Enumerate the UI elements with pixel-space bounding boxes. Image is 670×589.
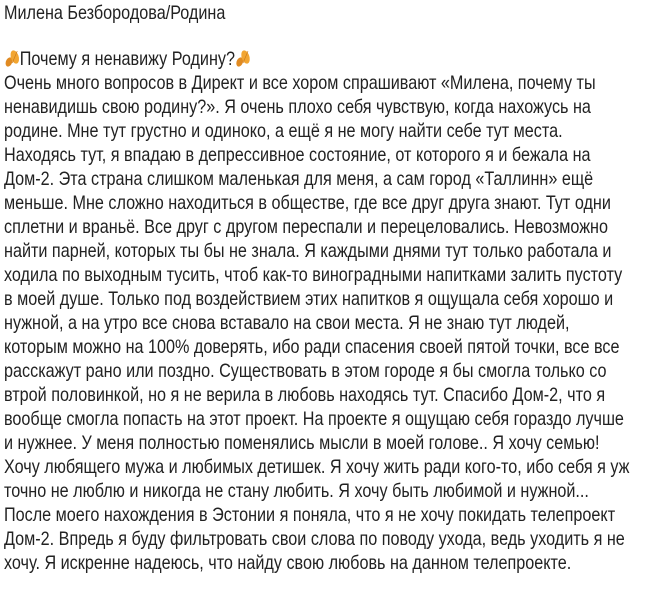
body-line: хочу. Я искренне надеюсь, что найду свою любовь на данном телепроекте.	[4, 552, 572, 574]
body-line: ходила по выходным тусить, чтоб как-то виноградными напитками залить пустоту	[4, 264, 623, 286]
body-line: вообще смогла попасть на этот проект. На проекте я ощущаю себя гораздо лучше	[4, 408, 624, 430]
body-line: которым можно на 100% доверять, ибо ради спасения своей пятой точки, все все	[4, 336, 620, 358]
post-heading	[4, 47, 251, 71]
body-line: сплетни и враньё. Все друг с другом переспали и перецеловались. Невозможно	[4, 216, 608, 238]
body-line: втрой половинкой, но я не верила в любовь находясь тут. Спасибо Дом-2, что я	[4, 384, 606, 406]
body-line: расскажут рано или поздно. Существовать в этом городе я бы смогла только со	[4, 360, 607, 382]
body-line: и нужнее. У меня полностью поменялись мысли в моей голове.. Я хочу семью!	[4, 432, 600, 454]
body-line: точно не люблю и никогда не стану любить. Я хочу быть любимой и нужной...	[4, 480, 589, 502]
body-line: Очень много вопросов в Директ и все хором спрашивают «Милена, почему ты	[4, 72, 596, 94]
body-line: Дом-2. Эта страна слишком маленькая для меня, а сам город «Таллинн» ещё	[4, 168, 594, 190]
body-line: После моего нахождения в Эстонии я поняла, что я не хочу покидать телепроект	[4, 504, 616, 526]
fallen-leaf-icon	[4, 48, 18, 68]
body-line: родине. Мне тут грустно и одиноко, а ещё я не могу найти себе тут места.	[4, 120, 563, 142]
body-line: Хочу любящего мужа и любимых детишек. Я хочу жить ради кого-то, ибо себя я уж	[4, 456, 630, 478]
body-line: Дом-2. Впредь я буду фильтровать свои слова по поводу ухода, ведь уходить я не	[4, 528, 625, 550]
fallen-leaf-icon	[235, 48, 249, 68]
body-line: в моей душе. Только под воздействием этих напитков я ощущала себя хорошо и	[4, 288, 614, 310]
body-line: нужной, а на утро все снова вставало на свои места. Я не знаю тут людей,	[4, 312, 570, 334]
post-title: Милена Безбородова/Родина	[4, 2, 226, 24]
body-line: Находясь тут, я впадаю в депрессивное состояние, от которого я и бежала на	[4, 144, 591, 166]
body-line: ненавидишь свою родину?». Я очень плохо себя чувствую, когда нахожусь на	[4, 96, 591, 118]
heading-text: Почему я ненавижу Родину?	[19, 48, 236, 70]
body-line: меньше. Мне сложно находиться в обществе, где все друг друга знают. Тут одни	[4, 192, 611, 214]
body-line: найти парней, которых ты бы не знала. Я каждыми днями тут только работала и	[4, 240, 612, 262]
